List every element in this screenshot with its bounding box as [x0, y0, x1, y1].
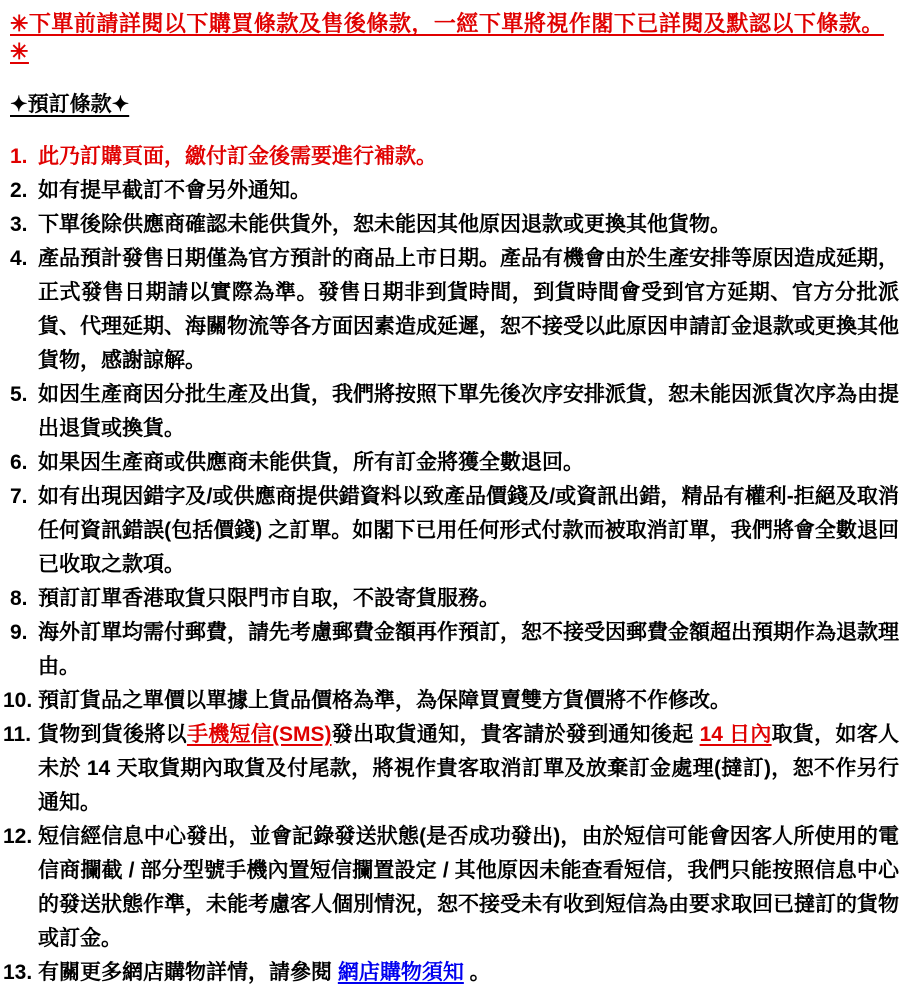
preorder-terms-list	[3, 140, 900, 990]
purchase-terms-warning: ✳下單前請詳閱以下購買條款及售後條款，一經下單將視作閣下已詳閱及默認以下條款。✳	[10, 11, 884, 64]
term-text-segment: 如果因生產商或供應商未能供貨，所有訂金將獲全數退回。	[38, 451, 584, 474]
term-item	[10, 480, 899, 582]
term-item-number: 4.	[10, 247, 28, 270]
term-item-number: 13.	[3, 961, 33, 984]
term-text-segment: 產品預計發售日期僅為官方預計的商品上市日期。產品有機會由於生產安排等原因造成延期，正式發售日期請以實際為準。發售日期非到貨時間，到貨時間會受到官方延期、官方分批派貨、代理延期、海關物流等各方面因素造成延遲，恕不接受以此原因申請訂金退款或更換其他貨物，感謝諒解。	[38, 247, 899, 372]
term-item	[3, 820, 899, 956]
term-item-text	[38, 174, 899, 208]
term-text-segment: 如因生產商因分批生產及出貨，我們將按照下單先後次序安排派貨，恕未能因派貨次序為由提出退貨或換貨。	[38, 383, 899, 440]
term-item-number: 10.	[3, 689, 33, 712]
term-item-number: 1.	[10, 145, 28, 168]
term-item	[10, 242, 899, 378]
term-item-number: 7.	[10, 485, 28, 508]
term-item	[3, 718, 900, 820]
term-item-text	[38, 718, 899, 820]
term-text-segment: 14 日內	[699, 723, 772, 746]
term-item	[10, 174, 899, 208]
term-text-segment: 下單後除供應商確認未能供貨外，恕未能因其他原因退款或更換其他貨物。	[38, 213, 731, 236]
term-text-segment: 短信經信息中心發出，並會記錄發送狀態(是否成功發出)，由於短信可能會因客人所使用的電信商攔截 / 部分型號手機內置短信攔置設定 / 其他原因未能查看短信，我們只能按照信息中心的發送狀態作準，未能考慮客人個別情況，恕不接受未有收到短信為由要求取回已撻訂的貨物或訂金。	[38, 825, 899, 950]
term-item-text	[38, 446, 899, 480]
term-item-number: 2.	[10, 179, 28, 202]
term-item-text	[38, 616, 899, 684]
term-item	[10, 378, 899, 446]
term-item-number: 8.	[10, 587, 28, 610]
preorder-terms-title: ✦預訂條款✦	[10, 93, 130, 116]
term-item	[10, 582, 899, 616]
term-item-number: 3.	[10, 213, 28, 236]
shop-guide-link[interactable]: 網店購物須知	[337, 961, 464, 984]
term-item-text	[38, 956, 899, 990]
term-text-segment: 發出取貨通知，貴客請於發到通知後起	[331, 723, 700, 746]
term-item	[10, 616, 899, 684]
term-item-number: 5.	[10, 383, 28, 406]
term-text-segment: 手機短信(SMS)	[186, 723, 332, 746]
term-text-segment: 取貨，如客人未於 14 天取貨期內取貨及付尾款，將視作貴客取消訂單及放棄訂金處理(撻訂)，恕不作另行通知。	[38, 723, 900, 814]
term-item-number: 11.	[3, 723, 32, 746]
term-item	[10, 208, 899, 242]
term-item-number: 12.	[3, 825, 33, 848]
term-text-segment: 預訂貨品之單價以單據上貨品價格為準，為保障買賣雙方貨價將不作修改。	[38, 689, 731, 712]
term-item	[3, 684, 899, 718]
term-item	[3, 956, 899, 990]
term-item	[10, 446, 899, 480]
term-item-text	[38, 480, 899, 582]
term-item-number: 9.	[10, 621, 28, 644]
term-item-text	[38, 208, 899, 242]
term-text-segment: 預訂訂單香港取貨只限門市自取，不設寄貨服務。	[38, 587, 500, 610]
term-text-segment: 有關更多網店購物詳情，請參閱	[38, 961, 338, 984]
term-item-number: 6.	[10, 451, 28, 474]
term-item-text	[38, 684, 899, 718]
term-item	[10, 140, 899, 174]
term-item-text	[38, 242, 899, 378]
term-text-segment: 此乃訂購頁面，繳付訂金後需要進行補款。	[38, 145, 437, 168]
term-item-text	[38, 378, 899, 446]
term-item-text	[38, 582, 899, 616]
term-text-segment: 如有出現因錯字及/或供應商提供錯資料以致產品價錢及/或資訊出錯，精品有權利-拒絕及取消任何資訊錯誤(包括價錢) 之訂單。如閣下已用任何形式付款而被取消訂單，我們將會全數退回已收取之款項。	[38, 485, 899, 576]
term-text-segment: 貨物到貨後將以	[38, 723, 187, 746]
term-item-text	[38, 140, 899, 174]
term-text-segment: 如有提早截訂不會另外通知。	[38, 179, 311, 202]
term-text-segment: 海外訂單均需付郵費，請先考慮郵費金額再作預訂，恕不接受因郵費金額超出預期作為退款理由。	[38, 621, 899, 678]
term-item-text	[38, 820, 899, 956]
term-text-segment: 。	[463, 961, 491, 984]
